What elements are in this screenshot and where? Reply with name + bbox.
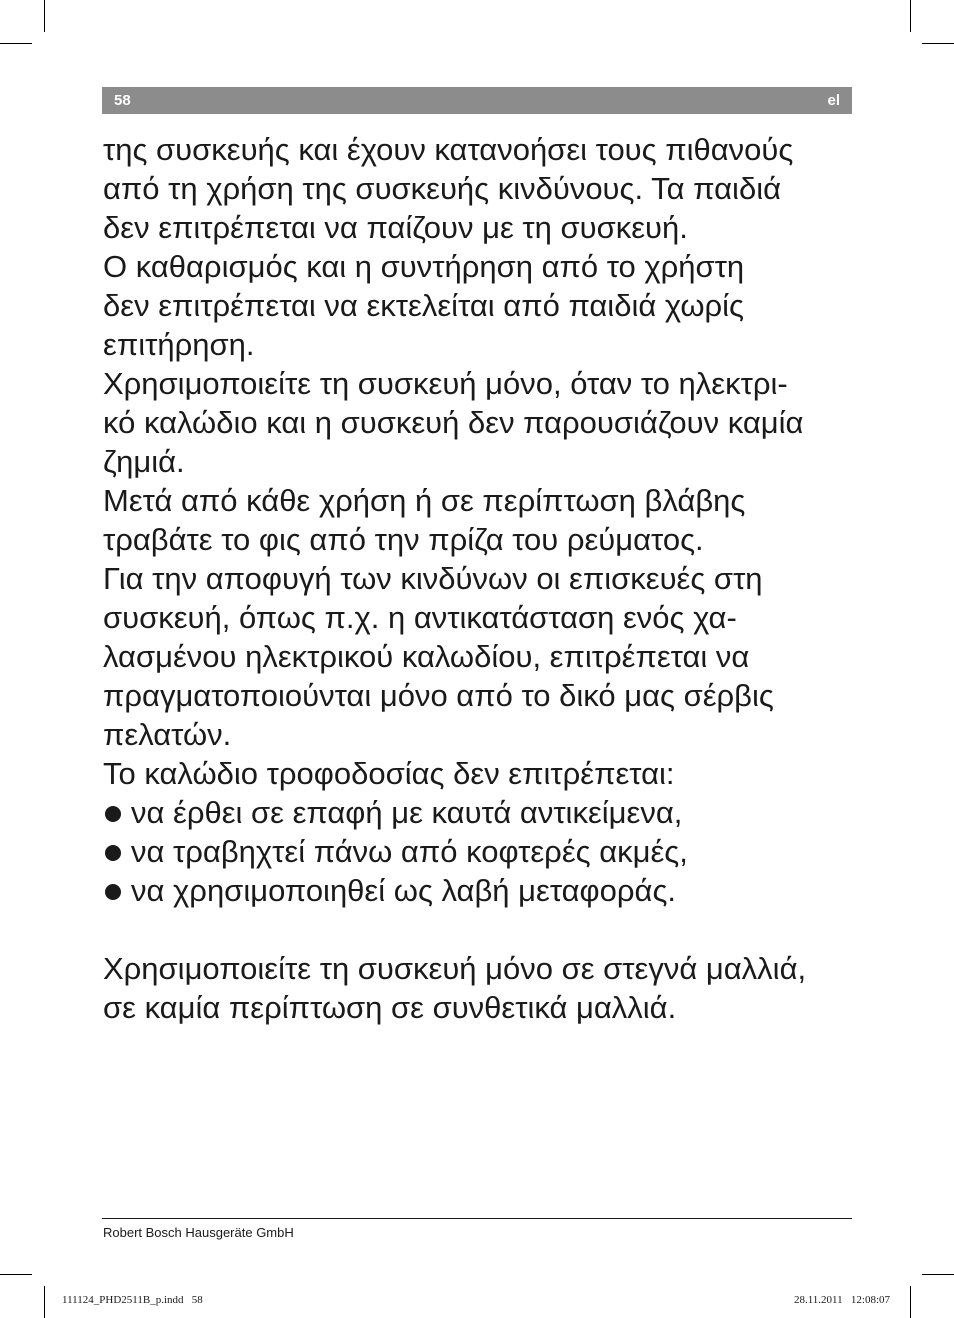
page-number: 58 — [114, 92, 131, 109]
text-line: Χρησιμοποιείτε τη συσκευή μόνο, όταν το ηλεκτρι- — [103, 366, 788, 401]
text-line: της συσκευής και έχουν κατανοήσει τους πιθανούς — [103, 132, 794, 167]
text-line: δεν επιτρέπεται να εκτελείται από παιδιά χωρίς — [103, 288, 744, 323]
text-line: ζημιά. — [103, 444, 185, 479]
crop-mark-top-right-vertical — [910, 0, 911, 32]
text-line: σε καμία περίπτωση σε συνθετικά μαλλιά. — [103, 990, 677, 1025]
bullet-item — [103, 832, 863, 871]
text-line: επιτήρηση. — [103, 327, 255, 362]
bullet-icon — [105, 884, 121, 900]
crop-mark-bottom-left-horizontal — [0, 1274, 32, 1275]
text-line: πραγματοποιούνται μόνο από το δικό μας σέρβις — [103, 678, 774, 713]
crop-mark-bottom-left-vertical — [44, 1286, 45, 1318]
body-text — [103, 130, 863, 1027]
page-header-bar — [102, 87, 852, 114]
bullet-text: να έρθει σε επαφή με καυτά αντικείμενα, — [131, 795, 683, 830]
text-line: συσκευή, όπως π.χ. η αντικατάσταση ενός χα- — [103, 600, 737, 635]
crop-mark-top-right-horizontal — [922, 43, 954, 44]
footer-company: Robert Bosch Hausgeräte GmbH — [103, 1225, 294, 1240]
text-line: Το καλώδιο τροφοδοσίας δεν επιτρέπεται: — [103, 756, 675, 791]
bullet-text: να τραβηχτεί πάνω από κοφτερές ακμές, — [131, 834, 688, 869]
text-line: Μετά από κάθε χρήση ή σε περίπτωση βλάβης — [103, 483, 746, 518]
crop-mark-bottom-right-horizontal — [922, 1274, 954, 1275]
print-slug-date: 28.11.2011 12:08:07 — [793, 1294, 890, 1306]
bullet-icon — [105, 806, 121, 822]
footer-divider — [102, 1218, 852, 1219]
bullet-icon — [105, 845, 121, 861]
crop-mark-top-left-vertical — [44, 0, 45, 32]
text-line: τραβάτε το φις από την πρίζα του ρεύματος. — [103, 522, 704, 557]
text-line: Ο καθαρισμός και η συντήρηση από το χρήστη — [103, 249, 745, 284]
crop-mark-bottom-right-vertical — [910, 1286, 911, 1318]
text-line: Για την αποφυγή των κινδύνων οι επισκευές στη — [103, 561, 763, 596]
text-line: κό καλώδιο και η συσκευή δεν παρουσιάζουν καμία — [103, 405, 804, 440]
paragraph-spacer — [103, 910, 863, 949]
text-line: από τη χρήση της συσκευής κινδύνους. Τα παιδιά — [103, 171, 782, 206]
bullet-item — [103, 793, 863, 832]
bullet-text: να χρησιμοποιηθεί ως λαβή μεταφοράς. — [131, 873, 676, 908]
crop-mark-top-left-horizontal — [0, 43, 32, 44]
text-line: δεν επιτρέπεται να παίζουν με τη συσκευή. — [103, 210, 688, 245]
print-slug-file: 111124_PHD2511B_p.indd 58 — [62, 1294, 203, 1306]
language-code: el — [827, 92, 840, 109]
text-line: Χρησιμοποιείτε τη συσκευή μόνο σε στεγνά μαλλιά, — [103, 951, 807, 986]
text-line: λασμένου ηλεκτρικού καλωδίου, επιτρέπεται να — [103, 639, 750, 674]
text-line: πελατών. — [103, 717, 232, 752]
bullet-item — [103, 871, 863, 910]
